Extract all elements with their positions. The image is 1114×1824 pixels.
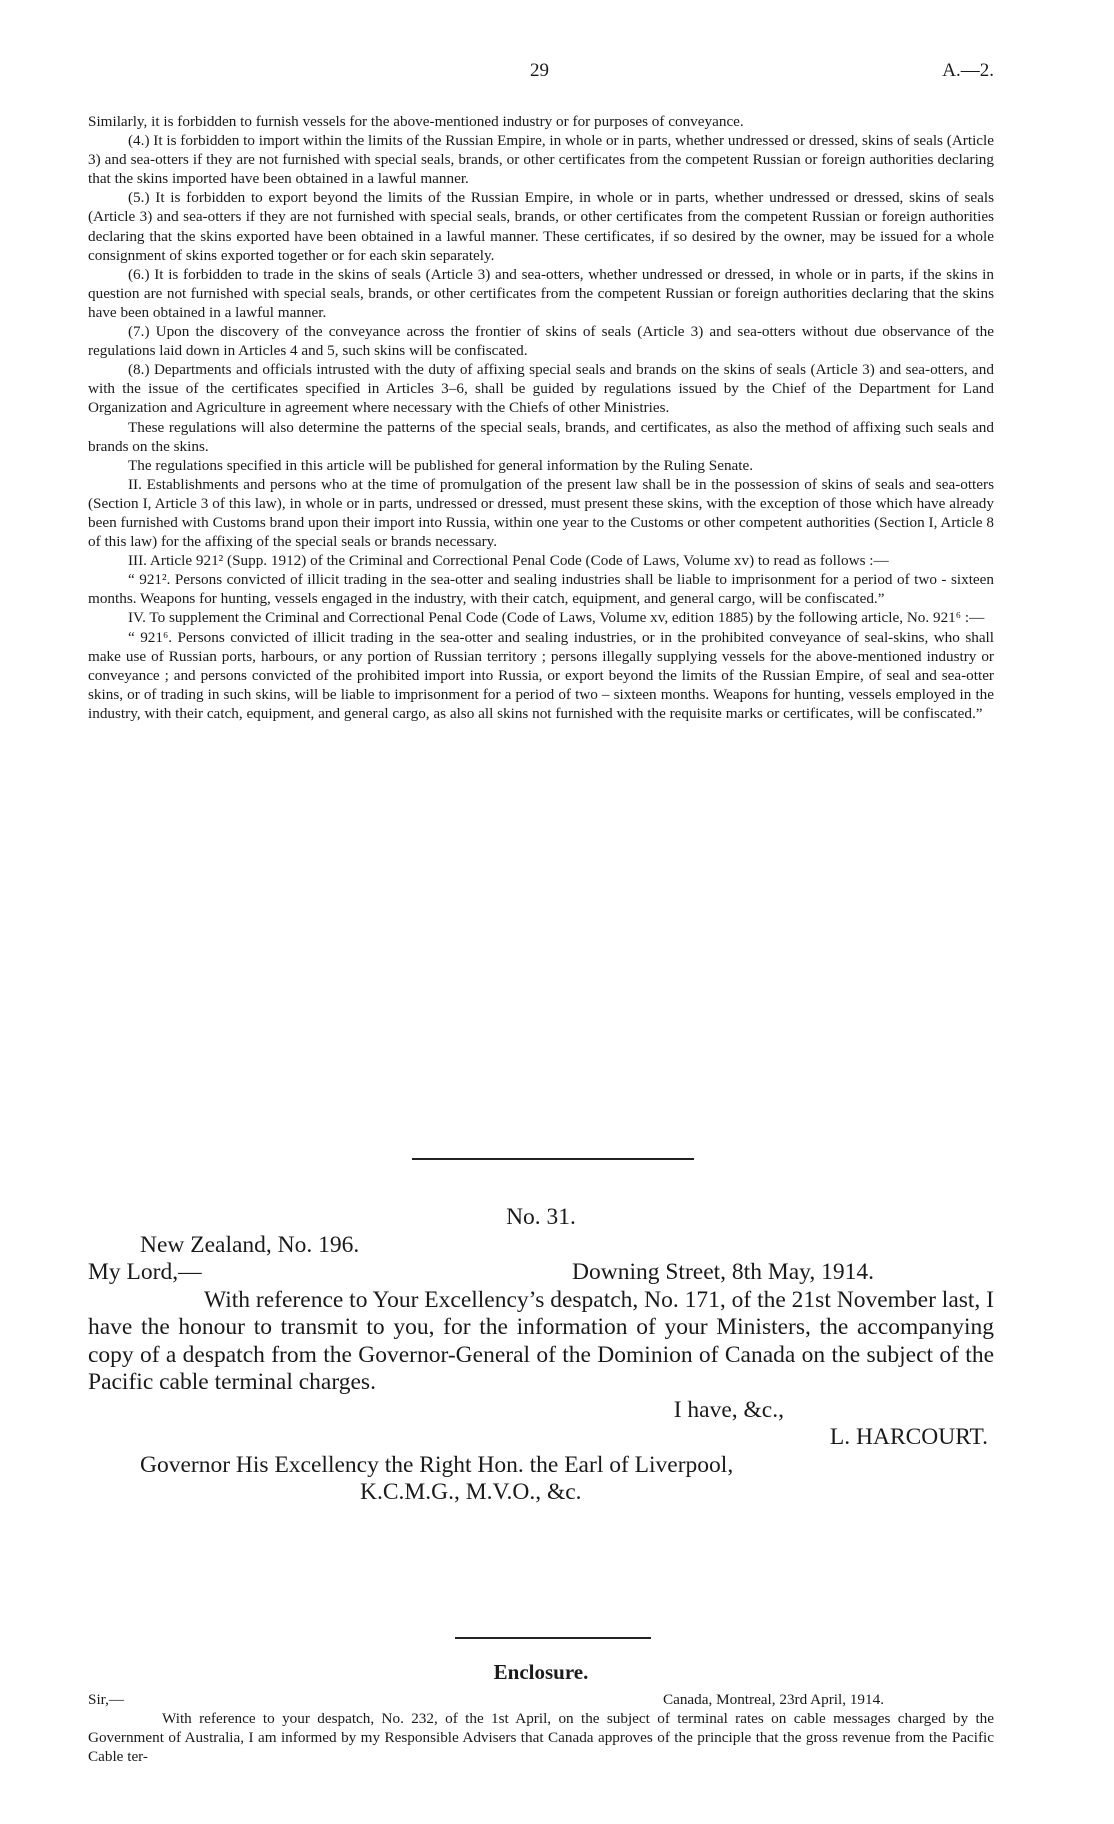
paragraph: Similarly, it is forbidden to furnish vessels for the above-mentioned industry or for purposes of conveyance. — [88, 113, 744, 130]
signature: L. HARCOURT. — [829, 1424, 988, 1450]
paragraph: (4.) It is forbidden to import within the limits of the Russian Empire, in whole or in parts, whether undressed or dressed, skins of seals (Article 3) and sea-otters if they are not furnished with special seals, brands, or other certificates from the competent Russian or foreign authorities declaring that the skins imported have been obtained in a lawful manner. — [88, 132, 994, 188]
closing: I have, &c., — [673, 1396, 784, 1423]
paragraph: IV. To supplement the Criminal and Correctional Penal Code (Code of Laws, Volume xv, edition 1885) by the following article, No. 921⁶ :— — [128, 609, 985, 627]
enclosure-salutation-line — [88, 1690, 994, 1709]
paragraph: III. Article 921² (Supp. 1912) of the Criminal and Correctional Penal Code (Code of Laws, Volume xv) to read as follows :— — [128, 552, 889, 570]
salutation-line — [88, 1259, 994, 1287]
despatch-reference: New Zealand, No. 196. — [140, 1231, 360, 1258]
page-number: 29 — [530, 60, 549, 81]
paragraph: The regulations specified in this article will be published for general information by the Ruling Senate. — [128, 456, 754, 474]
enclosure-body: With reference to your despatch, No. 232, of the 1st April, on the subject of terminal rates on cable messages charged by the Government of Australia, I am informed by my Responsible Advisers that Canada approves of the principle that the gross revenue from the Pacific Cable ter- — [88, 1710, 994, 1766]
section-divider — [455, 1637, 651, 1639]
salutation: My Lord,— — [88, 1259, 202, 1285]
enclosure — [88, 1658, 994, 1766]
despatch-letter — [88, 1204, 994, 1507]
session-reference: A.—2. — [942, 60, 994, 81]
addressee-honours: K.C.M.G., M.V.O., &c. — [360, 1479, 582, 1505]
enclosure-place-date: Canada, Montreal, 23rd April, 1914. — [662, 1691, 884, 1708]
paragraph: (5.) It is forbidden to export beyond the limits of the Russian Empire, in whole or in parts, whether undressed or dressed, skins of seals (Article 3) and sea-otters if they are not furnished with special seals, brands, or other certificates from the competent Russian or foreign authorities declaring that the skins exported have been obtained in a lawful manner. These certificates, if so desired by the owner, may be issued for a whole consignment of skins exported together or for each skin separately. — [88, 189, 994, 264]
regulations-text — [88, 112, 994, 723]
paragraph: II. Establishments and persons who at the time of promulgation of the present law shall be in the possession of skins of seals and sea-otters (Section I, Article 3 of this law), in whole or in parts, undressed or dressed, must present these skins, with the exception of those which have already been furnished with Customs brand upon their import into Russia, within one year to the Customs or other competent authorities (Section I, Article 8 of this law) for the affixing of the special seals or brands necessary. — [88, 475, 994, 551]
letter-body: With reference to Your Excellency’s despatch, No. 171, of the 21st November last, I have the honour to transmit to you, for the information of your Ministers, the accompanying copy of a despatch from the Governor-General of the Dominion of Canada on the subject of the Pacific cable terminal charges. — [88, 1286, 995, 1395]
page-header — [0, 56, 1114, 86]
despatch-number: No. 31. — [506, 1204, 576, 1230]
addressee-line: Governor His Excellency the Right Hon. the Earl of Liverpool, — [140, 1451, 734, 1478]
paragraph: (6.) It is forbidden to trade in the skins of seals (Article 3) and sea-otters, whether undressed or dressed, in whole or in parts, if the skins in question are not furnished with special seals, brands, or other certificates from the competent Russian or foreign authorities declaring that the skins have been obtained in a lawful manner. — [88, 265, 994, 321]
paragraph: “ 921⁶. Persons convicted of illicit trading in the sea-otter and sealing industries, or in the prohibited conveyance of seal-skins, who shall make use of Russian ports, harbours, or any portion of Russian territory ; persons illegally supplying vessels for the above-mentioned industry or conveyance ; and persons convicted of the prohibited import into Russia, or export beyond the limits of the Russian Empire, of seal and sea-otter skins, or of trading in such skins, will be liable to imprisonment for a period of two – sixteen months. Weapons for hunting, vessels employed in the industry, with their catch, equipment, and general cargo, as also all skins not furnished with the requisite marks or certificates, will be confiscated.” — [88, 628, 994, 722]
paragraph: These regulations will also determine the patterns of the special seals, brands, and certificates, as also the method of affixing such seals and brands on the skins. — [88, 418, 994, 455]
paragraph: (7.) Upon the discovery of the conveyance across the frontier of skins of seals (Article 3) and sea-otters without due observance of the regulations laid down in Articles 4 and 5, such skins will be confiscated. — [88, 323, 994, 360]
place-date: Downing Street, 8th May, 1914. — [572, 1259, 874, 1285]
enclosure-salutation: Sir,— — [88, 1691, 125, 1708]
section-divider — [412, 1158, 694, 1160]
enclosure-title: Enclosure. — [493, 1660, 589, 1684]
paragraph: (8.) Departments and officials intrusted with the duty of affixing special seals and brands on the skins of seals (Article 3) and sea-otters, and with the issue of the certificates specified in Articles 3–6, shall be guided by regulations issued by the Chief of the Department for Land Organization and Agriculture in agreement where necessary with the Chiefs of other Ministries. — [88, 361, 994, 417]
paragraph: “ 921². Persons convicted of illicit trading in the sea-otter and sealing industries shall be liable to imprisonment for a period of two - sixteen months. Weapons for hunting, vessels engaged in the industry, with their catch, equipment, and general cargo, will be confiscated.” — [88, 571, 994, 608]
